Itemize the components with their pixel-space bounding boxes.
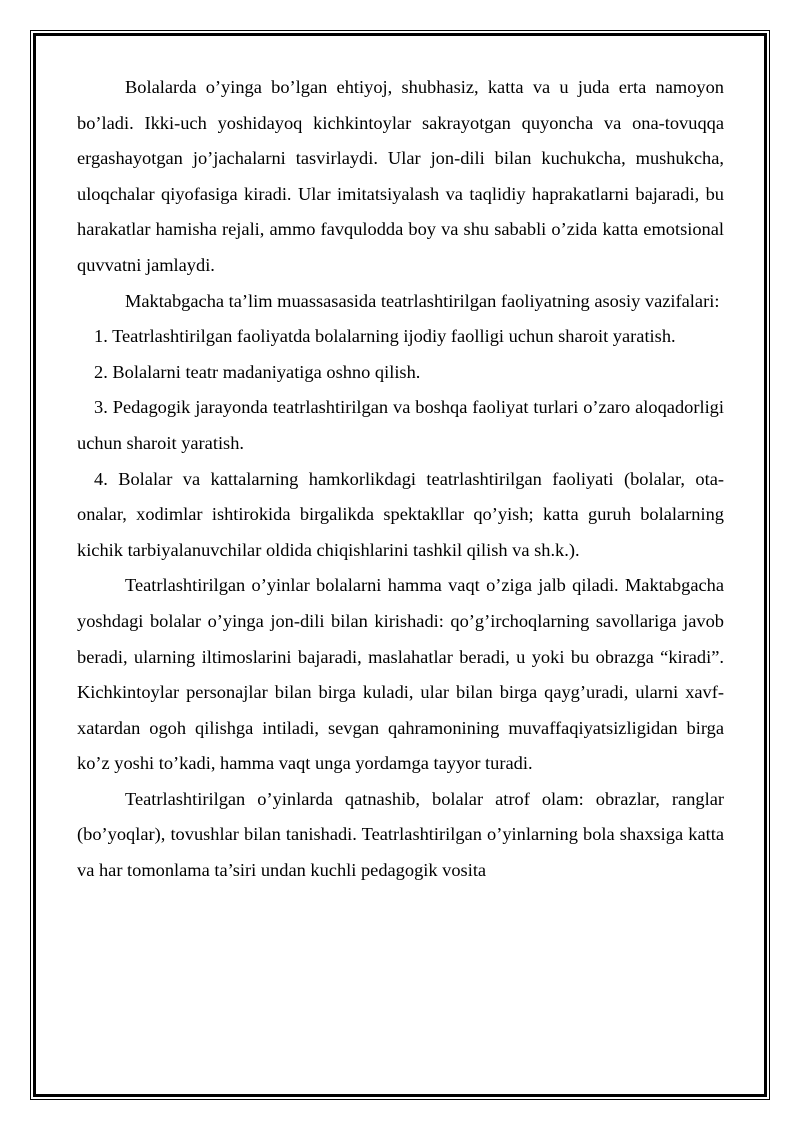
document-body xyxy=(77,70,724,889)
paragraph: Bolalarda o’yinga bo’lgan ehtiyoj, shubhasiz, katta va u juda erta namoyon bo’ladi. Ikki-uch yoshidayoq kichkintoylar sakrayotgan quyoncha va ona-tovuqqa ergashayotgan jo’jachalarni tasvirlaydi. Ular jon-dili bilan kuchukcha, mushukcha, uloqchalar qiyofasiga kiradi. Ular imitatsiyalash va taqlidiy haprakatlarni bajaradi, bu harakatlar hamisha rejali, ammo favqulodda boy va shu sababli o’zida katta emotsional quvvatni jamlaydi. xyxy=(77,77,724,275)
paragraph: Maktabgacha ta’lim muassasasida teatrlashtirilgan faoliyatning asosiy vazifalari: xyxy=(125,290,720,311)
list-number: 2. xyxy=(94,361,108,382)
list-item xyxy=(77,355,724,391)
list-item xyxy=(77,390,724,461)
list-item-text: Pedagogik jarayonda teatrlashtirilgan va boshqa faoliyat turlari o’zaro aloqadorligi uchun sharoit yaratish. xyxy=(77,397,724,453)
list-item xyxy=(77,319,724,355)
list-item xyxy=(77,462,724,569)
list-item-text: Bolalarni teatr madaniyatiga oshno qilish. xyxy=(112,361,421,382)
paragraph: Teatrlashtirilgan o’yinlarda qatnashib, bolalar atrof olam: obrazlar, ranglar (bo’yoqlar), tovushlar bilan tanishadi. Teatrlashtirilgan o’yinlarning bola shaxsiga katta va har tomonlama ta’siri undan kuchli pedagogik vosita xyxy=(77,788,724,881)
list-number: 4. xyxy=(94,468,108,489)
list-number: 1. xyxy=(94,326,108,347)
list-item-text: Teatrlashtirilgan faoliyatda bolalarning ijodiy faolligi uchun sharoit yaratish. xyxy=(112,326,676,347)
paragraph: Teatrlashtirilgan o’yinlar bolalarni hamma vaqt o’ziga jalb qiladi. Maktabgacha yoshdagi bolalar o’yinga jon-dili bilan kirishadi: qo’g’irchoqlarning savollariga javob beradi, ularning iltimoslarini bajaradi, maslahatlar beradi, u yoki bu obrazga “kiradi”. Kichkintoylar personajlar bilan birga kuladi, ular bilan birga qayg’uradi, ularni xavf-xatardan ogoh qilishga intiladi, sevgan qahramonining muvaffaqiyatsizligidan birga ko’z yoshi to’kadi, hamma vaqt unga yordamga tayyor turadi. xyxy=(77,575,724,774)
list-item-text: Bolalar va kattalarning hamkorlikdagi teatrlashtirilgan faoliyati (bolalar, ota-onalar, xodimlar ishtirokida birgalikda spektakllar qo’yish; katta guruh bolalarning kichik tarbiyalanuvchilar oldida chiqishlarini tashkil qilish va sh.k.). xyxy=(77,468,724,560)
list-number: 3. xyxy=(94,397,108,418)
